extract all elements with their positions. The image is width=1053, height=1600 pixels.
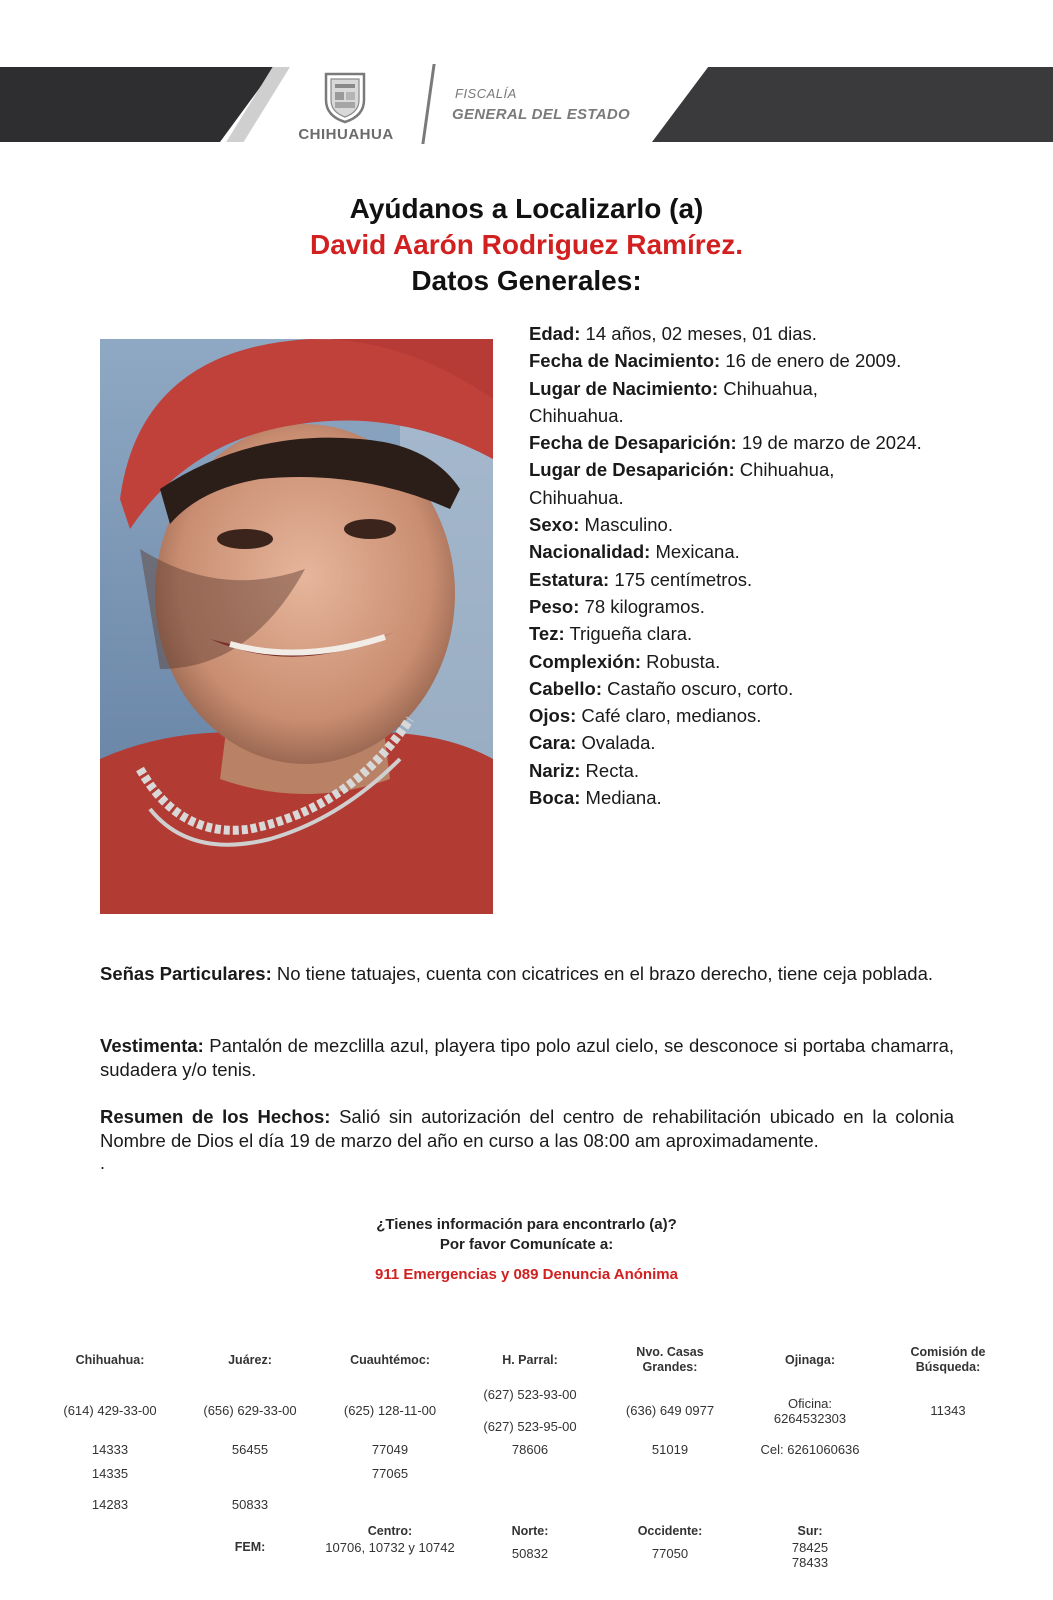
ojinaga-office-label: Oficina: <box>787 1396 833 1411</box>
clothing: Vestimenta: Pantalón de mezclilla azul, playera tipo polo azul cielo, se desconoce si portaba chamarra, sudadera y/o tenis. <box>100 1035 954 1080</box>
header-divider <box>421 64 435 144</box>
fem-norte-label: Norte: <box>511 1524 549 1538</box>
dir-header-cuauhtemoc: Cuauhtémoc: <box>350 1353 430 1367</box>
fem-occidente-label: Occidente: <box>637 1524 703 1538</box>
cuauhtemoc-ext-1: 77049 <box>371 1442 409 1457</box>
data-lugar-desaparicion: Lugar de Desaparición: Chihuahua, Chihuahua. <box>529 459 835 508</box>
chihuahua-phone: (614) 429-33-00 <box>63 1403 157 1418</box>
stray-dot: . <box>100 1153 106 1173</box>
state-name: CHIHUAHUA <box>298 126 394 143</box>
chihuahua-ext-2: 14335 <box>91 1466 129 1481</box>
dir-header-juarez: Juárez: <box>228 1353 272 1367</box>
title-general-data: Datos Generales: <box>411 265 642 296</box>
dir-header-comision: Comisión de Búsqueda: <box>910 1345 986 1374</box>
parral-ext: 78606 <box>511 1442 549 1457</box>
data-boca: Boca: Mediana. <box>529 787 662 809</box>
ojinaga-office-number: 6264532303 <box>773 1411 847 1426</box>
dir-header-casas-grandes: Nvo. Casas Grandes: <box>636 1345 704 1374</box>
data-nariz: Nariz: Recta. <box>529 759 640 781</box>
general-data-list <box>529 320 959 811</box>
data-tez: Tez: Trigueña clara. <box>529 623 693 645</box>
distinguishing-marks: Señas Particulares: No tiene tatuajes, cuenta con cicatrices en el brazo derecho, tiene ceja poblada. <box>100 963 934 984</box>
parral-phone-1: (627) 523-93-00 <box>483 1387 577 1402</box>
data-ojos: Ojos: Café claro, medianos. <box>529 705 762 727</box>
fem-sur-label: Sur: <box>797 1524 823 1538</box>
parral-phone-2: (627) 523-95-00 <box>483 1419 577 1434</box>
data-peso: Peso: 78 kilogramos. <box>529 595 705 617</box>
data-cabello: Cabello: Castaño oscuro, corto. <box>529 677 794 699</box>
data-complexion: Complexión: Robusta. <box>529 650 721 672</box>
emergency-numbers: 911 Emergencias y 089 Denuncia Anónima <box>375 1266 678 1283</box>
fem-sur-number-1: 78425 <box>791 1540 829 1555</box>
missing-person-name: David Aarón Rodriguez Ramírez. <box>309 229 744 260</box>
data-nacionalidad: Nacionalidad: Mexicana. <box>529 541 740 563</box>
missing-person-photo <box>100 339 493 914</box>
header-band-right <box>652 67 1053 142</box>
casas-grandes-ext: 51019 <box>651 1442 689 1457</box>
data-lugar-nacimiento: Lugar de Nacimiento: Chihuahua, Chihuahua. <box>529 377 818 426</box>
cuauhtemoc-ext-2: 77065 <box>371 1466 409 1481</box>
casas-grandes-phone: (636) 649 0977 <box>625 1403 715 1418</box>
fem-centro-numbers: 10706, 10732 y 10742 <box>325 1540 455 1555</box>
fem-sur-number-2: 78433 <box>791 1555 829 1570</box>
data-cara: Cara: Ovalada. <box>529 732 656 754</box>
title-help-locate: Ayúdanos a Localizarlo (a) <box>349 193 704 224</box>
dir-header-chihuahua: Chihuahua: <box>75 1353 145 1367</box>
cuauhtemoc-phone: (625) 128-11-00 <box>343 1403 437 1418</box>
contact-prompt: Por favor Comunícate a: <box>439 1236 614 1253</box>
agency-line1: FISCALÍA <box>455 86 517 101</box>
juarez-ext-2: 50833 <box>231 1497 269 1512</box>
data-sexo: Sexo: Masculino. <box>529 514 673 536</box>
data-fecha-desaparicion: Fecha de Desaparición: 19 de marzo de 2024. <box>529 432 922 454</box>
juarez-ext-1: 56455 <box>231 1442 269 1457</box>
agency-line2: GENERAL DEL ESTADO <box>452 106 630 123</box>
fem-norte-number: 50832 <box>511 1546 549 1561</box>
data-fecha-nacimiento: Fecha de Nacimiento: 16 de enero de 2009. <box>529 350 902 372</box>
dir-header-ojinaga: Ojinaga: <box>784 1353 835 1367</box>
fem-occidente-number: 77050 <box>651 1546 689 1561</box>
juarez-phone: (656) 629-33-00 <box>203 1403 297 1418</box>
fem-centro-label: Centro: <box>367 1524 413 1538</box>
chihuahua-ext-1: 14333 <box>91 1442 129 1457</box>
chihuahua-ext-3: 14283 <box>91 1497 129 1512</box>
data-estatura: Estatura: 175 centímetros. <box>529 568 753 590</box>
ojinaga-cell: Cel: 6261060636 <box>760 1442 860 1457</box>
info-question: ¿Tienes información para encontrarlo (a)? <box>376 1216 677 1233</box>
data-edad: Edad: 14 años, 02 meses, 01 dias. <box>529 323 817 344</box>
state-seal-icon <box>322 70 368 124</box>
comision-number: 11343 <box>930 1403 966 1418</box>
fem-label: FEM: <box>234 1540 266 1554</box>
facts-summary: Resumen de los Hechos: Salió sin autorización del centro de rehabilitación ubicado en la colonia Nombre de Dios el día 19 de marzo del año en curso a las 08:00 am aproximadamente. <box>100 1106 954 1151</box>
dir-header-parral: H. Parral: <box>502 1353 558 1367</box>
